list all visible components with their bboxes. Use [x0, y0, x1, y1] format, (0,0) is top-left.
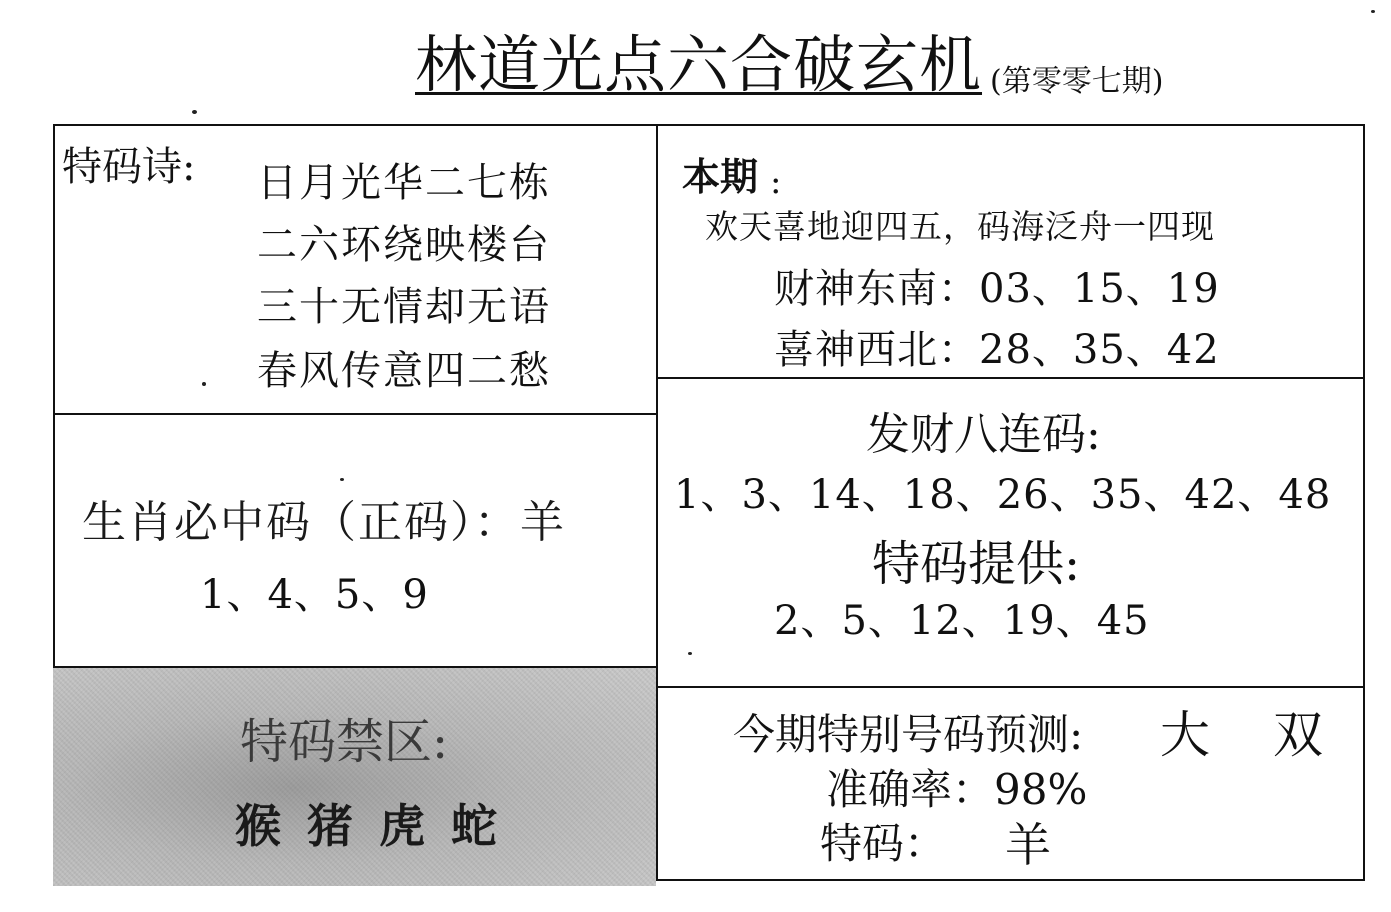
scan-speck: [202, 382, 206, 386]
poem-line: 日月光华二七栋: [257, 160, 551, 206]
poem-line: 二六环绕映楼台: [257, 222, 551, 268]
scan-speck: [688, 652, 692, 655]
prediction-even: 双: [1273, 706, 1323, 764]
page-title: 林道光点六合破玄机: [415, 28, 983, 101]
accuracy-line: 准确率：98%: [826, 765, 1088, 814]
scan-speck: [192, 110, 197, 114]
issue-number: (第零零七期): [990, 64, 1164, 99]
poem-line: 春风传意四二愁: [257, 348, 551, 394]
left-divider-1: [53, 413, 657, 415]
prediction-label: 今期特别号码预测:: [733, 710, 1084, 759]
scan-speck: [1371, 10, 1375, 13]
zodiac-guaranteed-label: 生肖必中码（正码）：羊: [82, 497, 566, 548]
right-divider-1: [656, 377, 1365, 379]
current-colon: :: [770, 162, 782, 202]
right-divider-2: [656, 686, 1365, 688]
joy-god-line: 喜神西北：28、35、42: [774, 327, 1220, 373]
wealth-god-line: 财神东南：03、15、19: [774, 266, 1220, 312]
tema-label: 特码：: [820, 819, 947, 868]
eight-numbers-list: 1、3、14、18、26、35、42、48: [674, 472, 1332, 518]
current-verse: 欢天喜地迎四五，码海泛舟一四现: [705, 207, 1215, 246]
scan-speck: [340, 478, 344, 481]
special-provide-label: 特码提供:: [872, 536, 1081, 592]
forbidden-zone-label: 特码禁区:: [240, 714, 449, 770]
poem-line: 三十无情却无语: [257, 284, 551, 330]
eight-numbers-label: 发财八连码:: [866, 409, 1101, 460]
tema-value: 羊: [1005, 818, 1051, 872]
special-provide-numbers: 2、5、12、19、45: [774, 598, 1150, 644]
prediction-big: 大: [1160, 706, 1210, 764]
current-label: 本期: [682, 155, 759, 199]
forbidden-zodiacs: 猴猪虎蛇: [235, 799, 523, 853]
zodiac-guaranteed-numbers: 1、4、5、9: [200, 572, 429, 618]
poem-label: 特码诗:: [62, 144, 196, 190]
center-divider: [656, 124, 658, 881]
